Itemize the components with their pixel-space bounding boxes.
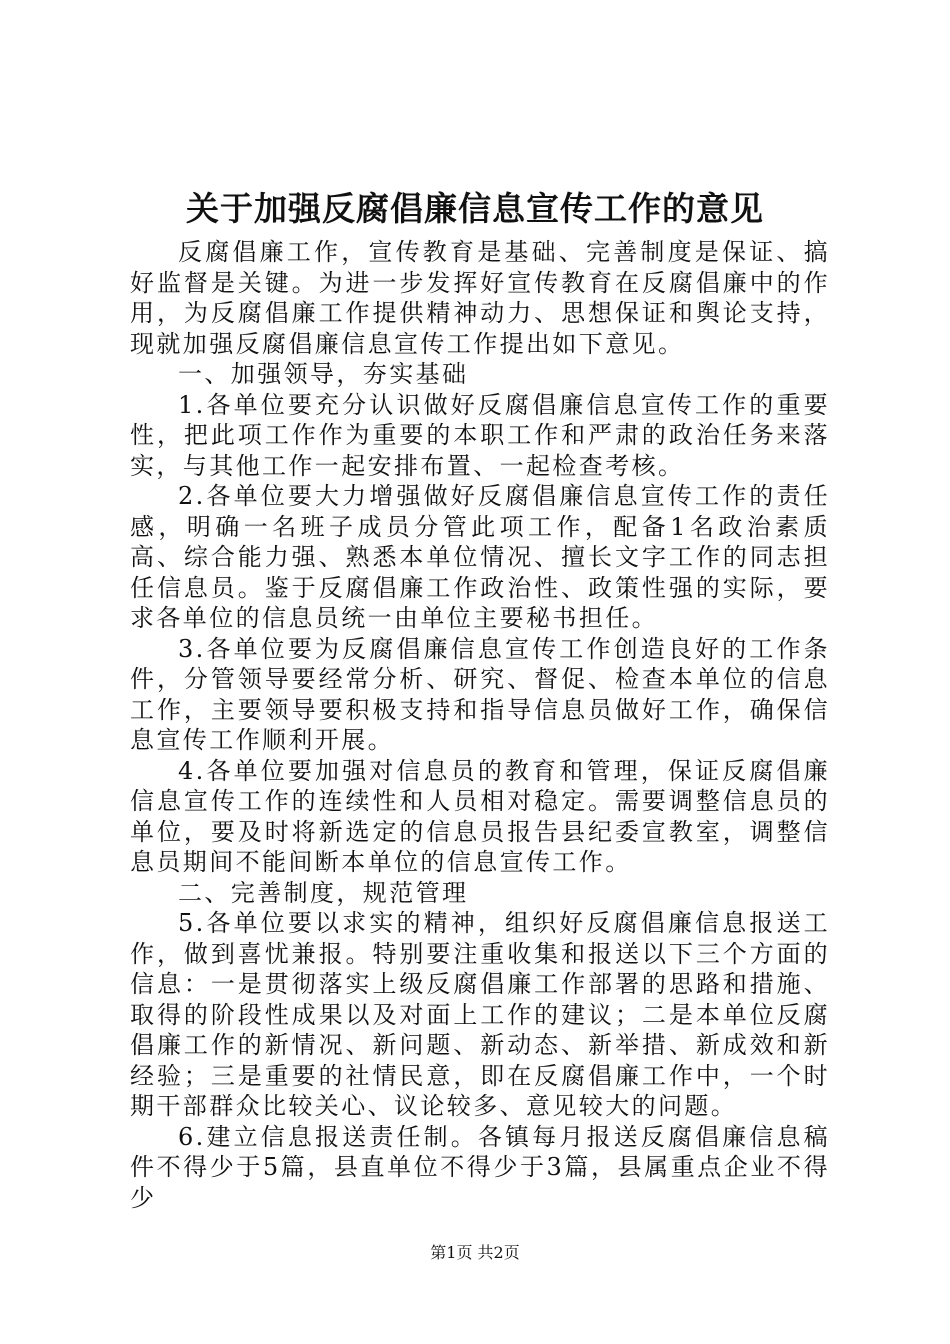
- document-body: [130, 237, 830, 1213]
- item-paragraph-3: 3.各单位要为反腐倡廉信息宣传工作创造良好的工作条件，分管领导要经常分析、研究、督促、检查本单位的信息工作，主要领导要积极支持和指导信息员做好工作，确保信息宣传工作顺利开展。: [130, 634, 830, 754]
- item-paragraph-4: 4.各单位要加强对信息员的教育和管理，保证反腐倡廉信息宣传工作的连续性和人员相对稳定。需要调整信息员的单位，要及时将新选定的信息员报告县纪委宣教室，调整信息员期间不能间断本单位的信息宣传工作。: [130, 756, 830, 876]
- page-number-footer: 第1页 共2页: [430, 1243, 520, 1262]
- item-paragraph-5: 5.各单位要以求实的精神，组织好反腐倡廉信息报送工作，做到喜忧兼报。特别要注重收集和报送以下三个方面的信息：一是贯彻落实上级反腐倡廉工作部署的思路和措施、取得的阶段性成果以及对面上工作的建议；二是本单位反腐倡廉工作的新情况、新问题、新动态、新举措、新成效和新经验；三是重要的社情民意，即在反腐倡廉工作中，一个时期干部群众比较关心、议论较多、意见较大的问题。: [130, 909, 830, 1120]
- section-heading-1: 一、加强领导，夯实基础: [178, 360, 469, 388]
- item-paragraph-1: 1.各单位要充分认识做好反腐倡廉信息宣传工作的重要性，把此项工作作为重要的本职工作和严肃的政治任务来落实，与其他工作一起安排布置、一起检查考核。: [130, 390, 830, 480]
- section-heading-2: 二、完善制度，规范管理: [178, 878, 469, 907]
- item-paragraph-2: 2.各单位要大力增强做好反腐倡廉信息宣传工作的责任感，明确一名班子成员分管此项工作，配备1名政治素质高、综合能力强、熟悉本单位情况、擅长文字工作的同志担任信息员。鉴于反腐倡廉工作政治性、政策性强的实际，要求各单位的信息员统一由单位主要秘书担任。: [130, 482, 830, 632]
- document-title: 关于加强反腐倡廉信息宣传工作的意见: [186, 189, 764, 228]
- item-paragraph-6: 6.建立信息报送责任制。各镇每月报送反腐倡廉信息稿件不得少于5篇，县直单位不得少于3篇，县属重点企业不得少: [130, 1122, 830, 1212]
- intro-paragraph: 反腐倡廉工作，宣传教育是基础、完善制度是保证、搞好监督是关键。为进一步发挥好宣传教育在反腐倡廉中的作用，为反腐倡廉工作提供精神动力、思想保证和舆论支持，现就加强反腐倡廉信息宣传工作提出如下意见。: [130, 238, 830, 358]
